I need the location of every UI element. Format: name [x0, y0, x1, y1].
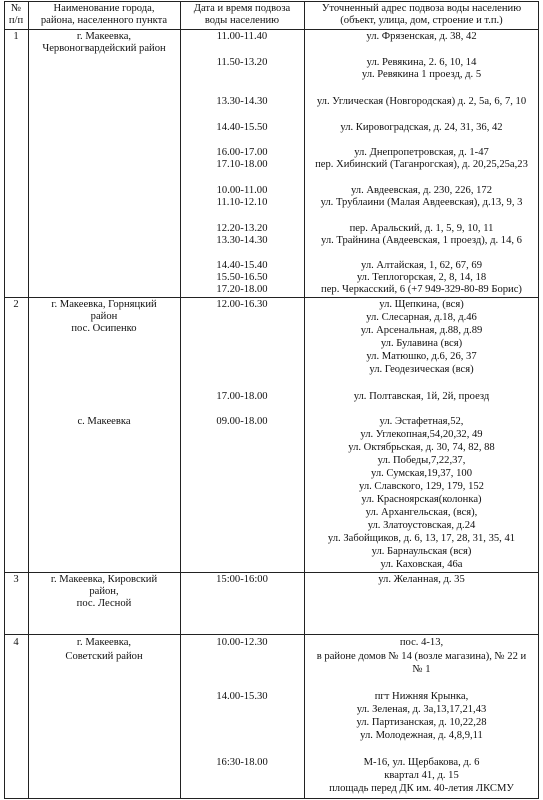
table-border-bottom [4, 798, 539, 799]
delivery-time: 16.00-17.00 [216, 147, 268, 158]
header-number: № [10, 3, 22, 14]
delivery-time: 15:00-16:00 [216, 574, 268, 585]
delivery-address: ул. Углекопная,54,20,32, 49 [360, 429, 483, 440]
delivery-address: ул. Октябрьская, д. 30, 74, 82, 88 [348, 442, 495, 453]
delivery-address: ул. Трублаини (Малая Авдеевская), д.13, 9, 3 [320, 197, 523, 208]
delivery-address: площадь перед ДК им. 40-летия ЛКСМУ [329, 783, 514, 794]
delivery-address: ул. Забойщиков, д. 6, 13, 17, 28, 31, 35, 41 [327, 533, 516, 544]
delivery-address: ул. Кировоградская, д. 24, 31, 36, 42 [340, 122, 503, 133]
locality-name: пос. Осипенко [71, 323, 137, 334]
delivery-address: ул. Красноярская(колонка) [361, 494, 482, 505]
delivery-address: № 1 [412, 664, 431, 675]
delivery-address: пер. Хибинский (Таганрогская), д. 20,25,25а,23 [315, 159, 528, 170]
column-divider [28, 1, 29, 799]
delivery-time: 14.40-15.50 [216, 122, 268, 133]
delivery-address: пер. Черкасский, 6 (+7 949-329-80-89 Борис) [321, 284, 522, 295]
delivery-address: ул. Победы,7,22,37, [377, 455, 466, 466]
delivery-time: 11.10-12.10 [216, 197, 268, 208]
delivery-address: ул. Архангельская, (вся), [365, 507, 478, 518]
delivery-address: ул. Трайнина (Авдеевская, 1 проезд), д. 14, 6 [321, 235, 522, 246]
water-delivery-table [4, 1, 539, 799]
delivery-address: ул. Булавина (вся) [380, 338, 463, 349]
delivery-address: ул. Щепкина, (вся) [379, 299, 464, 310]
row-number: 4 [13, 637, 19, 648]
delivery-time: 17.00-18.00 [216, 391, 268, 402]
delivery-address: ул. Славского, 129, 179, 152 [359, 481, 484, 492]
delivery-address: ул. Фрязенская, д. 38, 42 [366, 31, 477, 42]
delivery-time: 13.30-14.30 [216, 235, 268, 246]
delivery-address: ул. Каховская, 46а [380, 559, 463, 570]
delivery-address: в районе домов № 14 (возле магазина), № 22 и [316, 651, 527, 662]
header-number: п/п [8, 15, 24, 26]
row-number: 2 [13, 299, 19, 310]
delivery-address: пгт Нижняя Крынка, [374, 691, 469, 702]
row-divider [4, 297, 539, 298]
locality-name: г. Макеевка, Горняцкий [51, 299, 157, 310]
delivery-address: квартал 41, д. 15 [384, 770, 459, 781]
delivery-time: 17.10-18.00 [216, 159, 268, 170]
delivery-address: М-16, ул. Щербакова, д. 6 [363, 757, 480, 768]
delivery-time: 12.00-16.30 [216, 299, 268, 310]
row-divider [4, 634, 539, 635]
header-locality: района, населенного пункта [40, 15, 168, 26]
delivery-time: 10.00-11.00 [216, 185, 268, 196]
delivery-time: 10.00-12.30 [216, 637, 268, 648]
delivery-address: ул. Ревякина, 2. 6, 10, 14 [366, 57, 477, 68]
delivery-address: пер. Аральский, д. 1, 5, 9, 10, 11 [349, 223, 494, 234]
table-border-left [4, 1, 5, 799]
delivery-address: ул. Зеленая, д. 3а,13,17,21,43 [356, 704, 487, 715]
row-number: 1 [13, 31, 19, 42]
delivery-address: ул. Барнаульская (вся) [371, 546, 472, 557]
delivery-time: 17.20-18.00 [216, 284, 268, 295]
header-address: (объект, улица, дом, строение и т.п.) [340, 15, 503, 26]
header-datetime: Дата и время подвоза [193, 3, 291, 14]
locality-name: пос. Лесной [76, 598, 132, 609]
delivery-address: ул. Геодезическая (вся) [369, 364, 474, 375]
delivery-time: 11.00-11.40 [216, 31, 268, 42]
locality-name: г. Макеевка, [76, 637, 132, 648]
delivery-time: 15.50-16.50 [216, 272, 268, 283]
delivery-address: ул. Алтайская, 1, 62, 67, 69 [360, 260, 482, 271]
locality-name: г. Макеевка, [76, 31, 132, 42]
delivery-address: ул. Златоустовская, д.24 [367, 520, 476, 531]
locality-name: Советский район [65, 651, 143, 662]
locality-name: г. Макеевка, Кировский [50, 574, 158, 585]
delivery-address: ул. Арсенальная, д.88, д.89 [360, 325, 483, 336]
delivery-time: 14.00-15.30 [216, 691, 268, 702]
header-datetime: воды населению [204, 15, 280, 26]
delivery-address: ул. Теплогорская, 2, 8, 14, 18 [356, 272, 487, 283]
delivery-address: ул. Эстафетная,52, [379, 416, 464, 427]
delivery-address: пос. 4-13, [399, 637, 444, 648]
locality-name: район, [89, 586, 119, 597]
delivery-address: ул. Днепропетровская, д. 1-47 [354, 147, 489, 158]
delivery-address: ул. Партизанская, д. 10,22,28 [356, 717, 487, 728]
delivery-address: ул. Желанная, д. 35 [378, 574, 465, 585]
locality-name: с. Макеевка [77, 416, 131, 427]
delivery-time: 16:30-18.00 [216, 757, 268, 768]
delivery-time: 14.40-15.40 [216, 260, 268, 271]
row-number: 3 [13, 574, 19, 585]
delivery-address: ул. Авдеевская, д. 230, 226, 172 [350, 185, 493, 196]
delivery-address: ул. Слесарная, д.18, д.46 [366, 312, 477, 323]
locality-name: Червоногвардейский район [42, 43, 166, 54]
header-locality: Наименование города, [53, 3, 155, 14]
row-divider [4, 572, 539, 573]
delivery-time: 12.20-13.20 [216, 223, 268, 234]
delivery-address: ул. Полтавская, 1й, 2й, проезд [353, 391, 490, 402]
header-address: Уточненный адрес подвоза воды населению [321, 3, 522, 14]
delivery-address: ул. Сумская,19,37, 100 [370, 468, 472, 479]
delivery-time: 11.50-13.20 [216, 57, 268, 68]
row-divider [4, 29, 539, 30]
delivery-address: ул. Ревякина 1 проезд, д. 5 [361, 69, 482, 80]
delivery-time: 13.30-14.30 [216, 96, 268, 107]
table-border-top [4, 1, 539, 2]
delivery-address: ул. Углическая (Новгородская) д. 2, 5а, 6, 7, 10 [316, 96, 527, 107]
delivery-time: 09.00-18.00 [216, 416, 268, 427]
locality-name: район [90, 311, 118, 322]
delivery-address: ул. Матюшко, д.6, 26, 37 [366, 351, 477, 362]
delivery-address: ул. Молодежная, д. 4,8,9,11 [360, 730, 483, 741]
